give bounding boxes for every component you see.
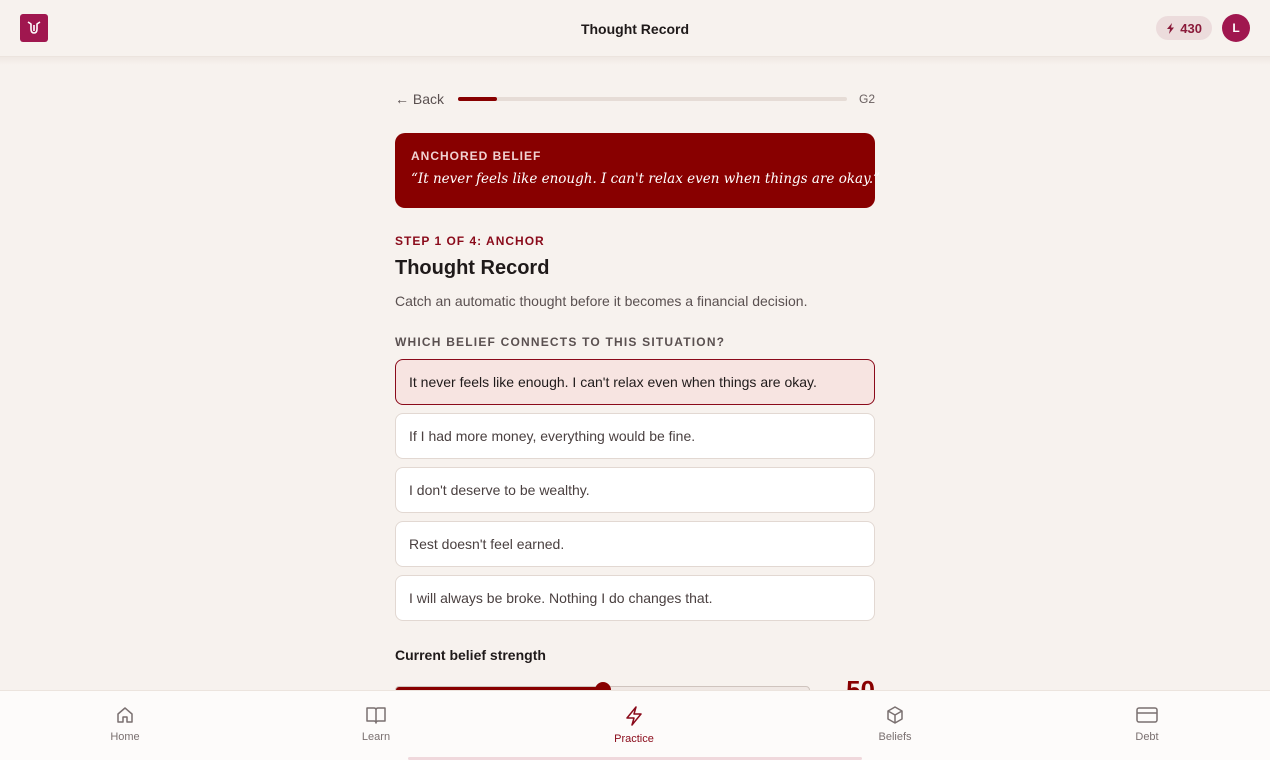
progress-fill: [458, 97, 497, 101]
anchored-belief-quote: “It never feels like enough. I can't relax even when things are okay.”: [411, 171, 881, 187]
points-value: 430: [1180, 20, 1202, 36]
points-badge[interactable]: [1156, 16, 1212, 40]
nav-label: Beliefs: [878, 731, 912, 743]
nav-label: Learn: [361, 731, 391, 743]
belief-option[interactable]: [395, 359, 875, 405]
step-label: STEP 1 OF 4: ANCHOR: [395, 234, 545, 248]
nav-item-learn[interactable]: [336, 705, 416, 743]
bottom-nav: [0, 690, 1270, 760]
belief-option[interactable]: [395, 521, 875, 567]
belief-option[interactable]: [395, 467, 875, 513]
exercise-subtitle: Catch an automatic thought before it becomes a financial decision.: [395, 293, 808, 309]
nav-item-home[interactable]: [85, 705, 165, 743]
progress-track: [458, 97, 847, 101]
anchored-belief-card: [395, 133, 881, 208]
back-button[interactable]: [395, 91, 458, 107]
avatar-initial: L: [1232, 21, 1240, 35]
belief-option-label: Rest doesn't feel earned.: [409, 536, 565, 552]
belief-option-label: It never feels like enough. I can't relax even when things are okay.: [409, 374, 817, 390]
nav-label: Debt: [1135, 731, 1159, 743]
belief-options: [395, 359, 875, 621]
anchored-belief-label: ANCHORED BELIEF: [411, 149, 542, 163]
level-badge: G2: [858, 92, 875, 106]
exercise-title: Thought Record: [395, 257, 550, 279]
progress-bar-row: [395, 85, 875, 113]
nav-label: Practice: [614, 733, 654, 745]
belief-option-label: I don't deserve to be wealthy.: [409, 482, 590, 498]
nav-item-debt[interactable]: [1107, 705, 1187, 743]
header-divider: [0, 57, 1270, 65]
nav-item-beliefs[interactable]: [855, 705, 935, 743]
belief-option[interactable]: [395, 575, 875, 621]
belief-option-label: I will always be broke. Nothing I do changes that.: [409, 590, 713, 606]
nav-label: Home: [110, 731, 140, 743]
bolt-icon: [624, 705, 644, 727]
nav-item-practice[interactable]: [594, 705, 674, 745]
belief-question: WHICH BELIEF CONNECTS TO THIS SITUATION?: [395, 335, 726, 349]
logo-icon: [25, 19, 43, 37]
app-header: [0, 0, 1270, 57]
book-icon: [365, 705, 387, 725]
belief-option[interactable]: [395, 413, 875, 459]
avatar[interactable]: [1222, 14, 1250, 42]
back-label: ← Back: [395, 91, 445, 107]
cube-icon: [885, 705, 905, 725]
belief-strength-label: Current belief strength: [395, 647, 546, 663]
bolt-icon: [1166, 23, 1175, 34]
home-icon: [115, 705, 135, 725]
card-icon: [1135, 705, 1159, 725]
main-content: [395, 85, 881, 705]
belief-option-label: If I had more money, everything would be fine.: [409, 428, 696, 444]
app-logo[interactable]: [20, 14, 48, 42]
page-title: Thought Record: [580, 20, 690, 37]
